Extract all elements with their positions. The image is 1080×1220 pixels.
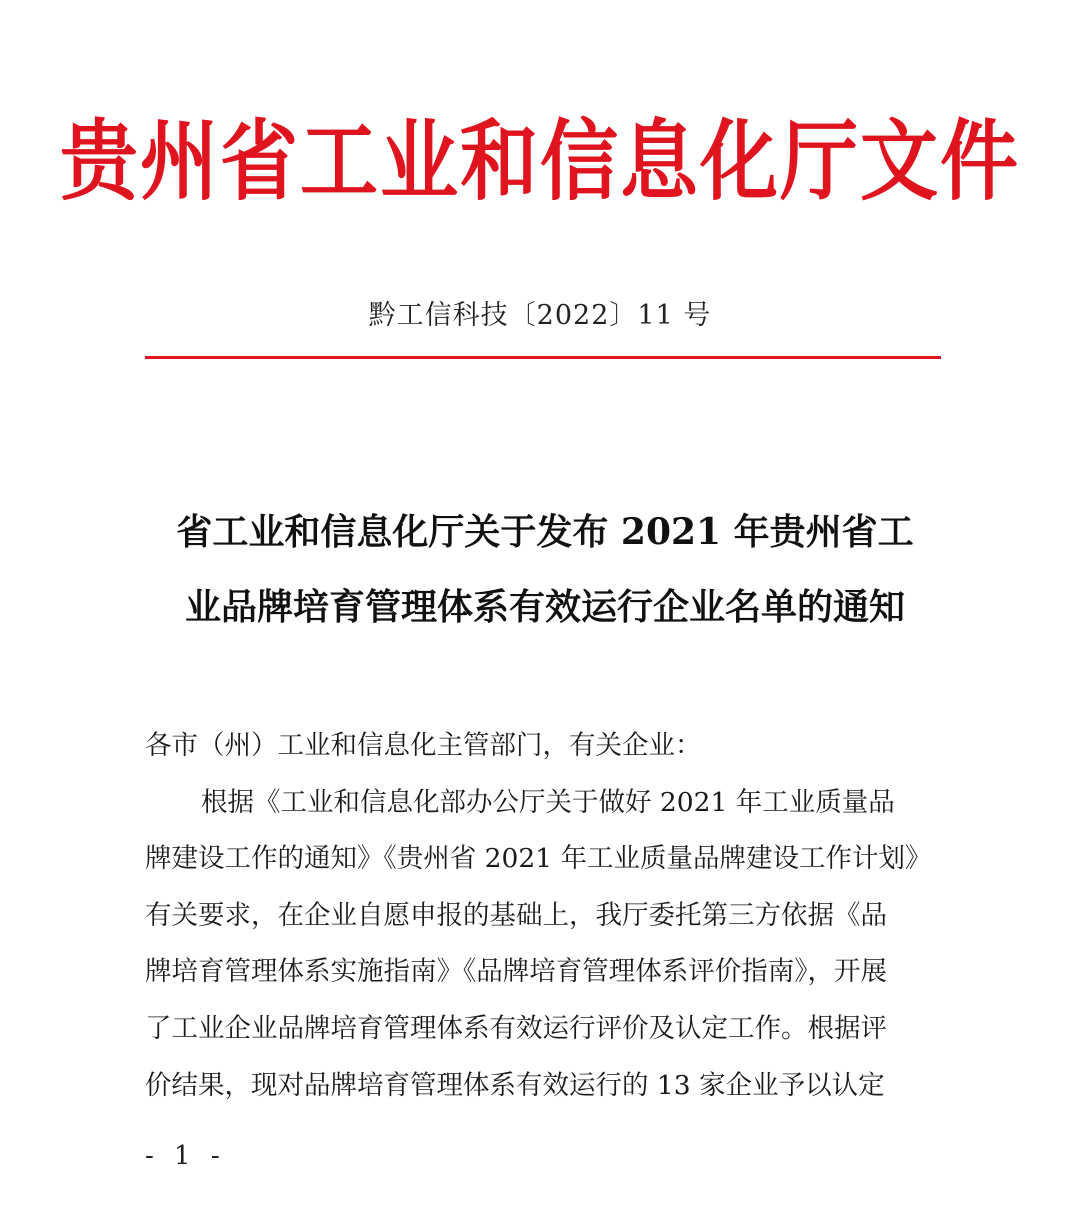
body-line: 有关要求，在企业自愿申报的基础上，我厅委托第三方依据《品 (145, 899, 887, 931)
document-masthead: 贵州省工业和信息化厅文件 (59, 110, 1020, 213)
notice-body (145, 718, 945, 1114)
body-line: 根据《工业和信息化部办公厅关于做好 2021 年工业质量品 (201, 786, 895, 818)
body-line: 价结果，现对品牌培育管理体系有效运行的 13 家企业予以认定 (145, 1069, 885, 1101)
notice-title (145, 495, 945, 645)
body-line: 牌建设工作的通知》《贵州省 2021 年工业质量品牌建设工作计划》 (145, 843, 932, 875)
salutation: 各市（州）工业和信息化主管部门，有关企业： (145, 730, 702, 761)
document-number: 黔工信科技〔2022〕11 号 (368, 300, 712, 331)
notice-title-line-2: 业品牌培育管理体系有效运行企业名单的通知 (184, 586, 905, 628)
notice-title-line-1: 省工业和信息化厅关于发布 2021 年贵州省工 (176, 511, 914, 553)
body-line: 了工业企业品牌培育管理体系有效运行评价及认定工作。根据评 (145, 1012, 887, 1044)
body-line: 牌培育管理体系实施指南》《品牌培育管理体系评价指南》，开展 (145, 956, 887, 988)
page-number: - 1 - (145, 1141, 226, 1171)
red-divider-line (145, 356, 941, 359)
